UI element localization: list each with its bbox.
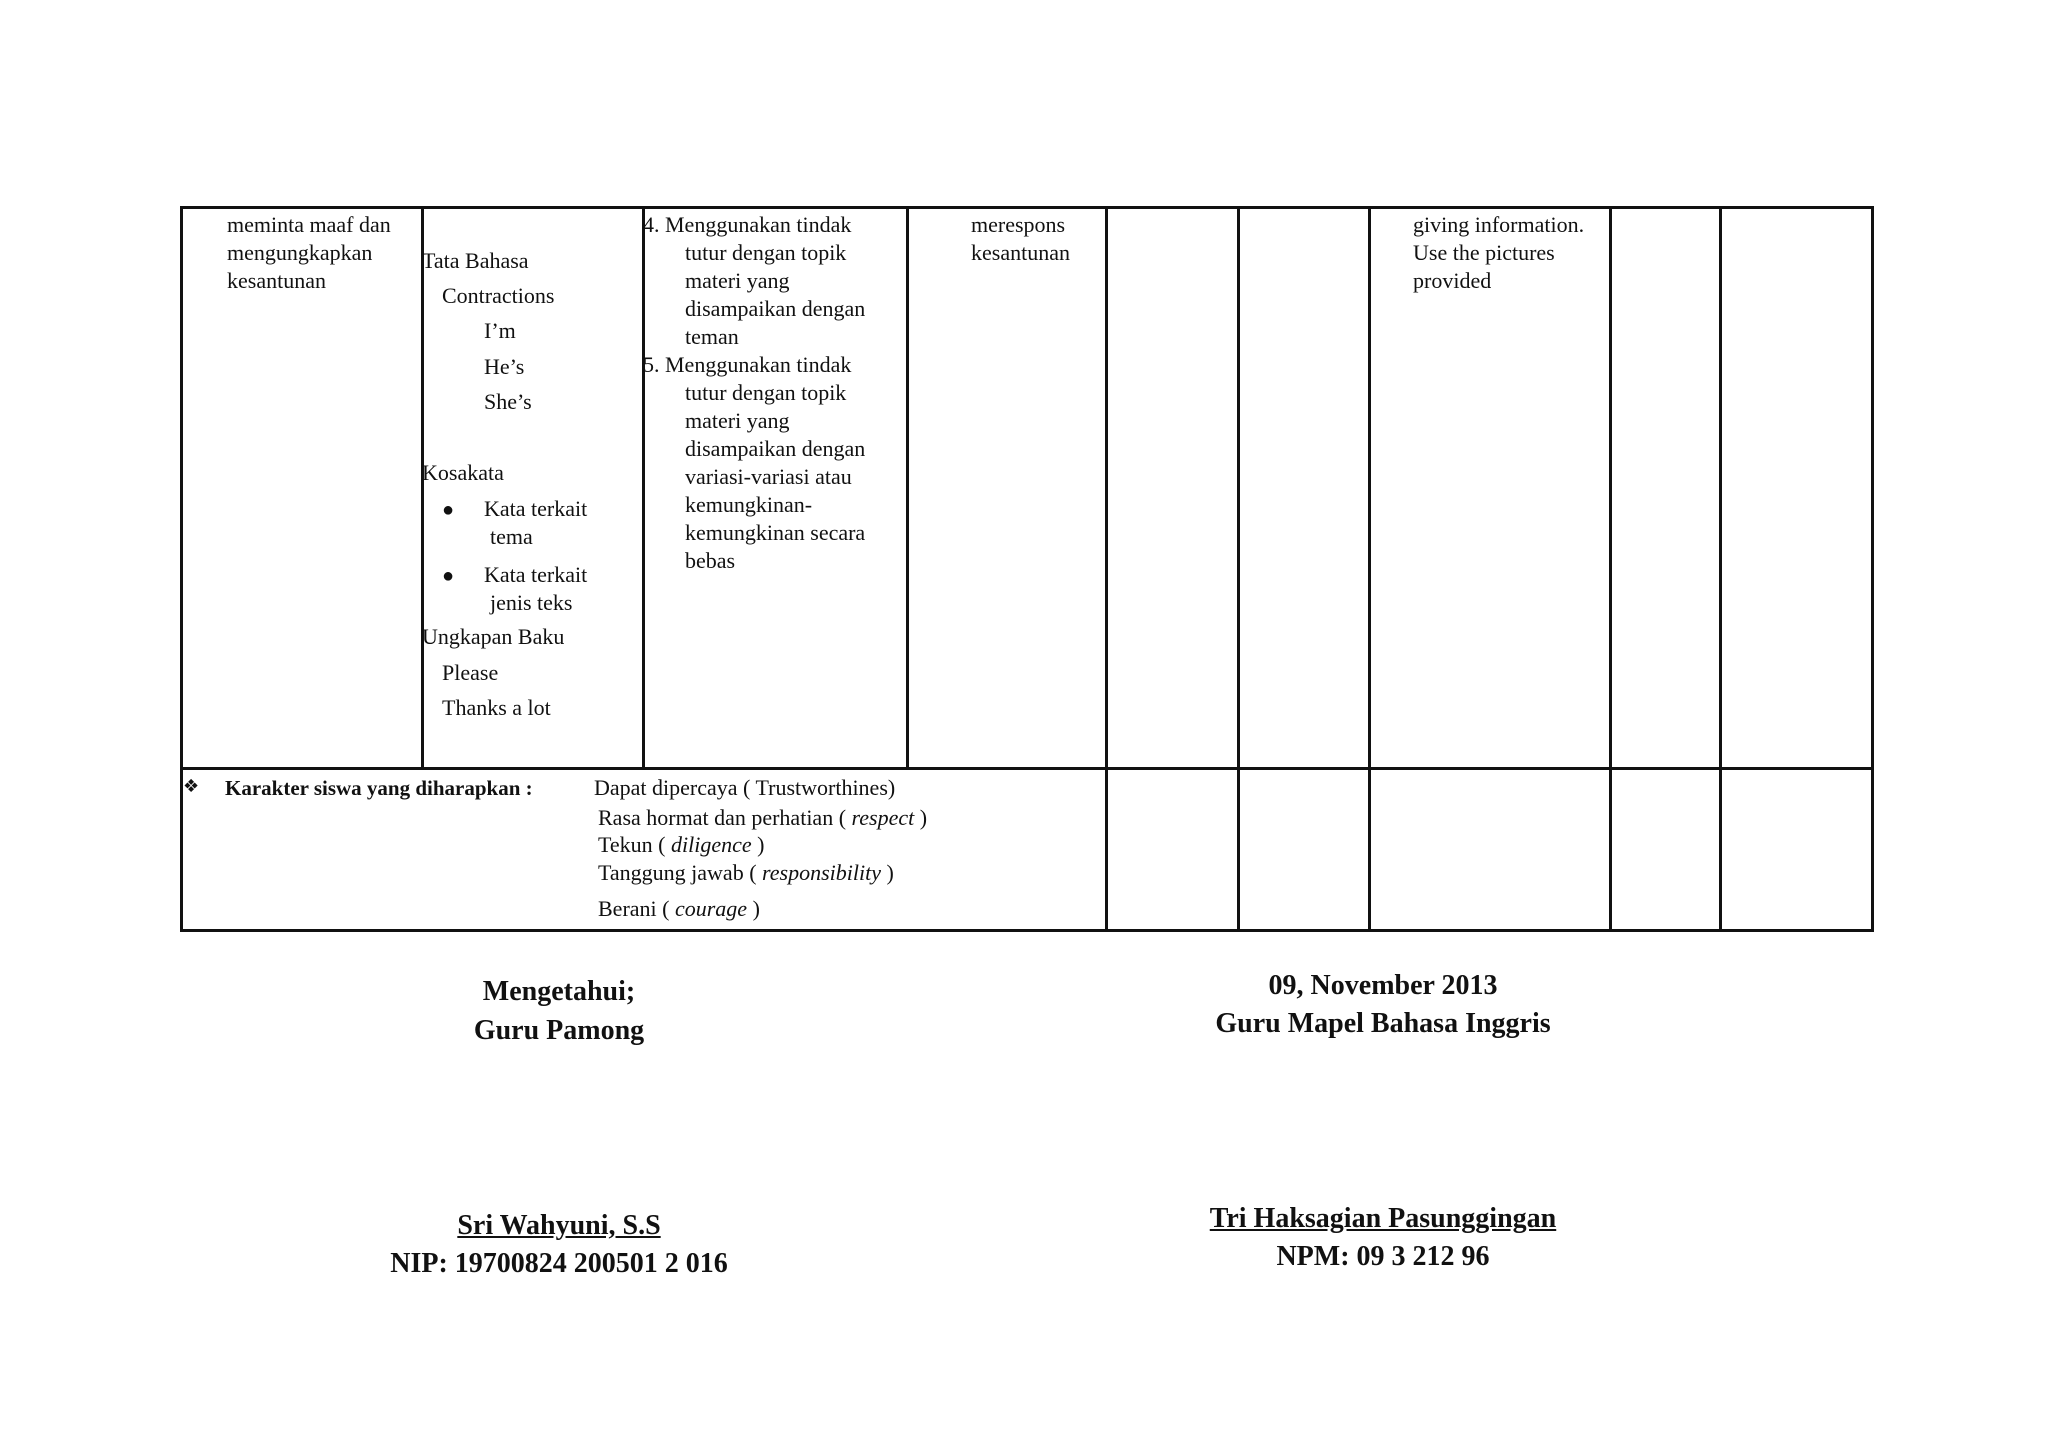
cell-line: meminta maaf dan xyxy=(227,212,391,237)
character-value xyxy=(598,859,894,887)
signer-name xyxy=(1183,1203,1583,1235)
activity-item xyxy=(643,351,865,379)
character-value xyxy=(598,831,764,859)
vocabulary-item-cont: tema xyxy=(490,524,533,549)
value-text: Tekun ( xyxy=(598,832,671,857)
fixed-expression-item: Thanks a lot xyxy=(442,695,551,720)
column-divider-4 xyxy=(1105,206,1108,932)
table-border-top xyxy=(180,206,1874,209)
value-term: diligence xyxy=(671,832,752,857)
cell-line: provided xyxy=(1413,268,1492,293)
vocabulary-item-text: Kata terkait xyxy=(484,496,588,521)
value-text: ) xyxy=(914,805,928,830)
cell-learning-objective xyxy=(227,211,391,295)
value-text: ) xyxy=(747,896,760,921)
contractions-label: Contractions xyxy=(442,283,555,308)
cell-line: Use the pictures xyxy=(1413,240,1555,265)
value-text: Rasa hormat dan perhatian ( xyxy=(598,805,852,830)
cell-line: merespons xyxy=(971,212,1066,237)
vocabulary-item xyxy=(442,561,587,590)
activity-line: bebas xyxy=(685,548,736,573)
activity-line: variasi-variasi atau xyxy=(685,464,852,489)
cell-indicator xyxy=(971,211,1070,267)
table-border-right xyxy=(1871,206,1874,932)
signer-name-text: Tri Haksagian Pasunggingan xyxy=(1209,1203,1557,1234)
activity-line: tutur dengan topik xyxy=(685,240,847,265)
grammar-heading: Tata Bahasa xyxy=(422,248,529,273)
character-value xyxy=(598,895,760,923)
cell-activities xyxy=(643,211,865,575)
bullet-icon: ● xyxy=(442,499,455,521)
activity-line: materi yang xyxy=(685,268,790,293)
character-value xyxy=(598,804,927,832)
activity-line: kemungkinan secara xyxy=(685,520,866,545)
character-label: Karakter siswa yang diharapkan : xyxy=(225,776,533,800)
activity-number: 5. xyxy=(643,352,660,377)
column-divider-6 xyxy=(1368,206,1371,932)
vocabulary-item xyxy=(442,495,587,524)
contraction-item: I’m xyxy=(484,318,516,343)
value-text: Berani ( xyxy=(598,896,675,921)
column-divider-7 xyxy=(1609,206,1612,932)
signature-date: 09, November 2013 xyxy=(1268,970,1498,1001)
activity-item xyxy=(643,211,865,239)
value-term: courage xyxy=(674,896,748,921)
table-border-bottom xyxy=(180,929,1874,932)
signer-role: Guru Pamong xyxy=(473,1015,645,1046)
activity-line: tutur dengan topik xyxy=(685,380,847,405)
acknowledgement-label: Mengetahui; xyxy=(482,976,636,1007)
cell-line: kesantunan xyxy=(227,268,326,293)
column-divider-5 xyxy=(1237,206,1240,932)
table-row-divider xyxy=(180,767,1874,770)
activity-number: 4. xyxy=(643,212,660,237)
value-text: Tanggung jawab ( xyxy=(598,860,763,885)
contraction-item: He’s xyxy=(484,354,525,379)
activity-line: disampaikan dengan xyxy=(685,436,866,461)
value-text: ) xyxy=(751,832,765,857)
column-divider-3 xyxy=(906,206,909,770)
table-border-left xyxy=(180,206,183,932)
cell-instrument xyxy=(1413,211,1584,295)
cell-line: kesantunan xyxy=(971,240,1070,265)
vocabulary-item-text: Kata terkait xyxy=(484,562,588,587)
signer-id: NIP: 19700824 200501 2 016 xyxy=(390,1248,728,1279)
bullet-icon: ● xyxy=(442,565,455,587)
value-term: responsibility xyxy=(762,860,881,885)
activity-text: Menggunakan tindak xyxy=(665,352,852,377)
fixed-expressions-heading: Ungkapan Baku xyxy=(422,624,565,649)
activity-text: Menggunakan tindak xyxy=(665,212,852,237)
value-text: ) xyxy=(881,860,894,885)
activity-line: kemungkinan- xyxy=(685,492,813,517)
diamond-bullet-icon: ❖ xyxy=(183,776,200,797)
signer-name xyxy=(359,1210,759,1242)
column-divider-8 xyxy=(1719,206,1722,932)
vocabulary-item-cont: jenis teks xyxy=(490,590,573,615)
activity-line: teman xyxy=(685,324,739,349)
activity-line: disampaikan dengan xyxy=(685,296,866,321)
column-divider-1 xyxy=(421,206,424,770)
value-term: respect xyxy=(851,805,915,830)
signer-role: Guru Mapel Bahasa Inggris xyxy=(1215,1008,1551,1039)
signer-name-text: Sri Wahyuni, S.S xyxy=(457,1210,661,1241)
cell-line: giving information. xyxy=(1413,212,1585,237)
contraction-item: She’s xyxy=(484,389,532,414)
vocabulary-heading: Kosakata xyxy=(422,460,504,485)
signer-id: NPM: 09 3 212 96 xyxy=(1276,1241,1490,1272)
character-value: Dapat dipercaya ( Trustworthines) xyxy=(594,775,896,800)
cell-line: mengungkapkan xyxy=(227,240,373,265)
fixed-expression-item: Please xyxy=(442,660,499,685)
activity-line: materi yang xyxy=(685,408,790,433)
